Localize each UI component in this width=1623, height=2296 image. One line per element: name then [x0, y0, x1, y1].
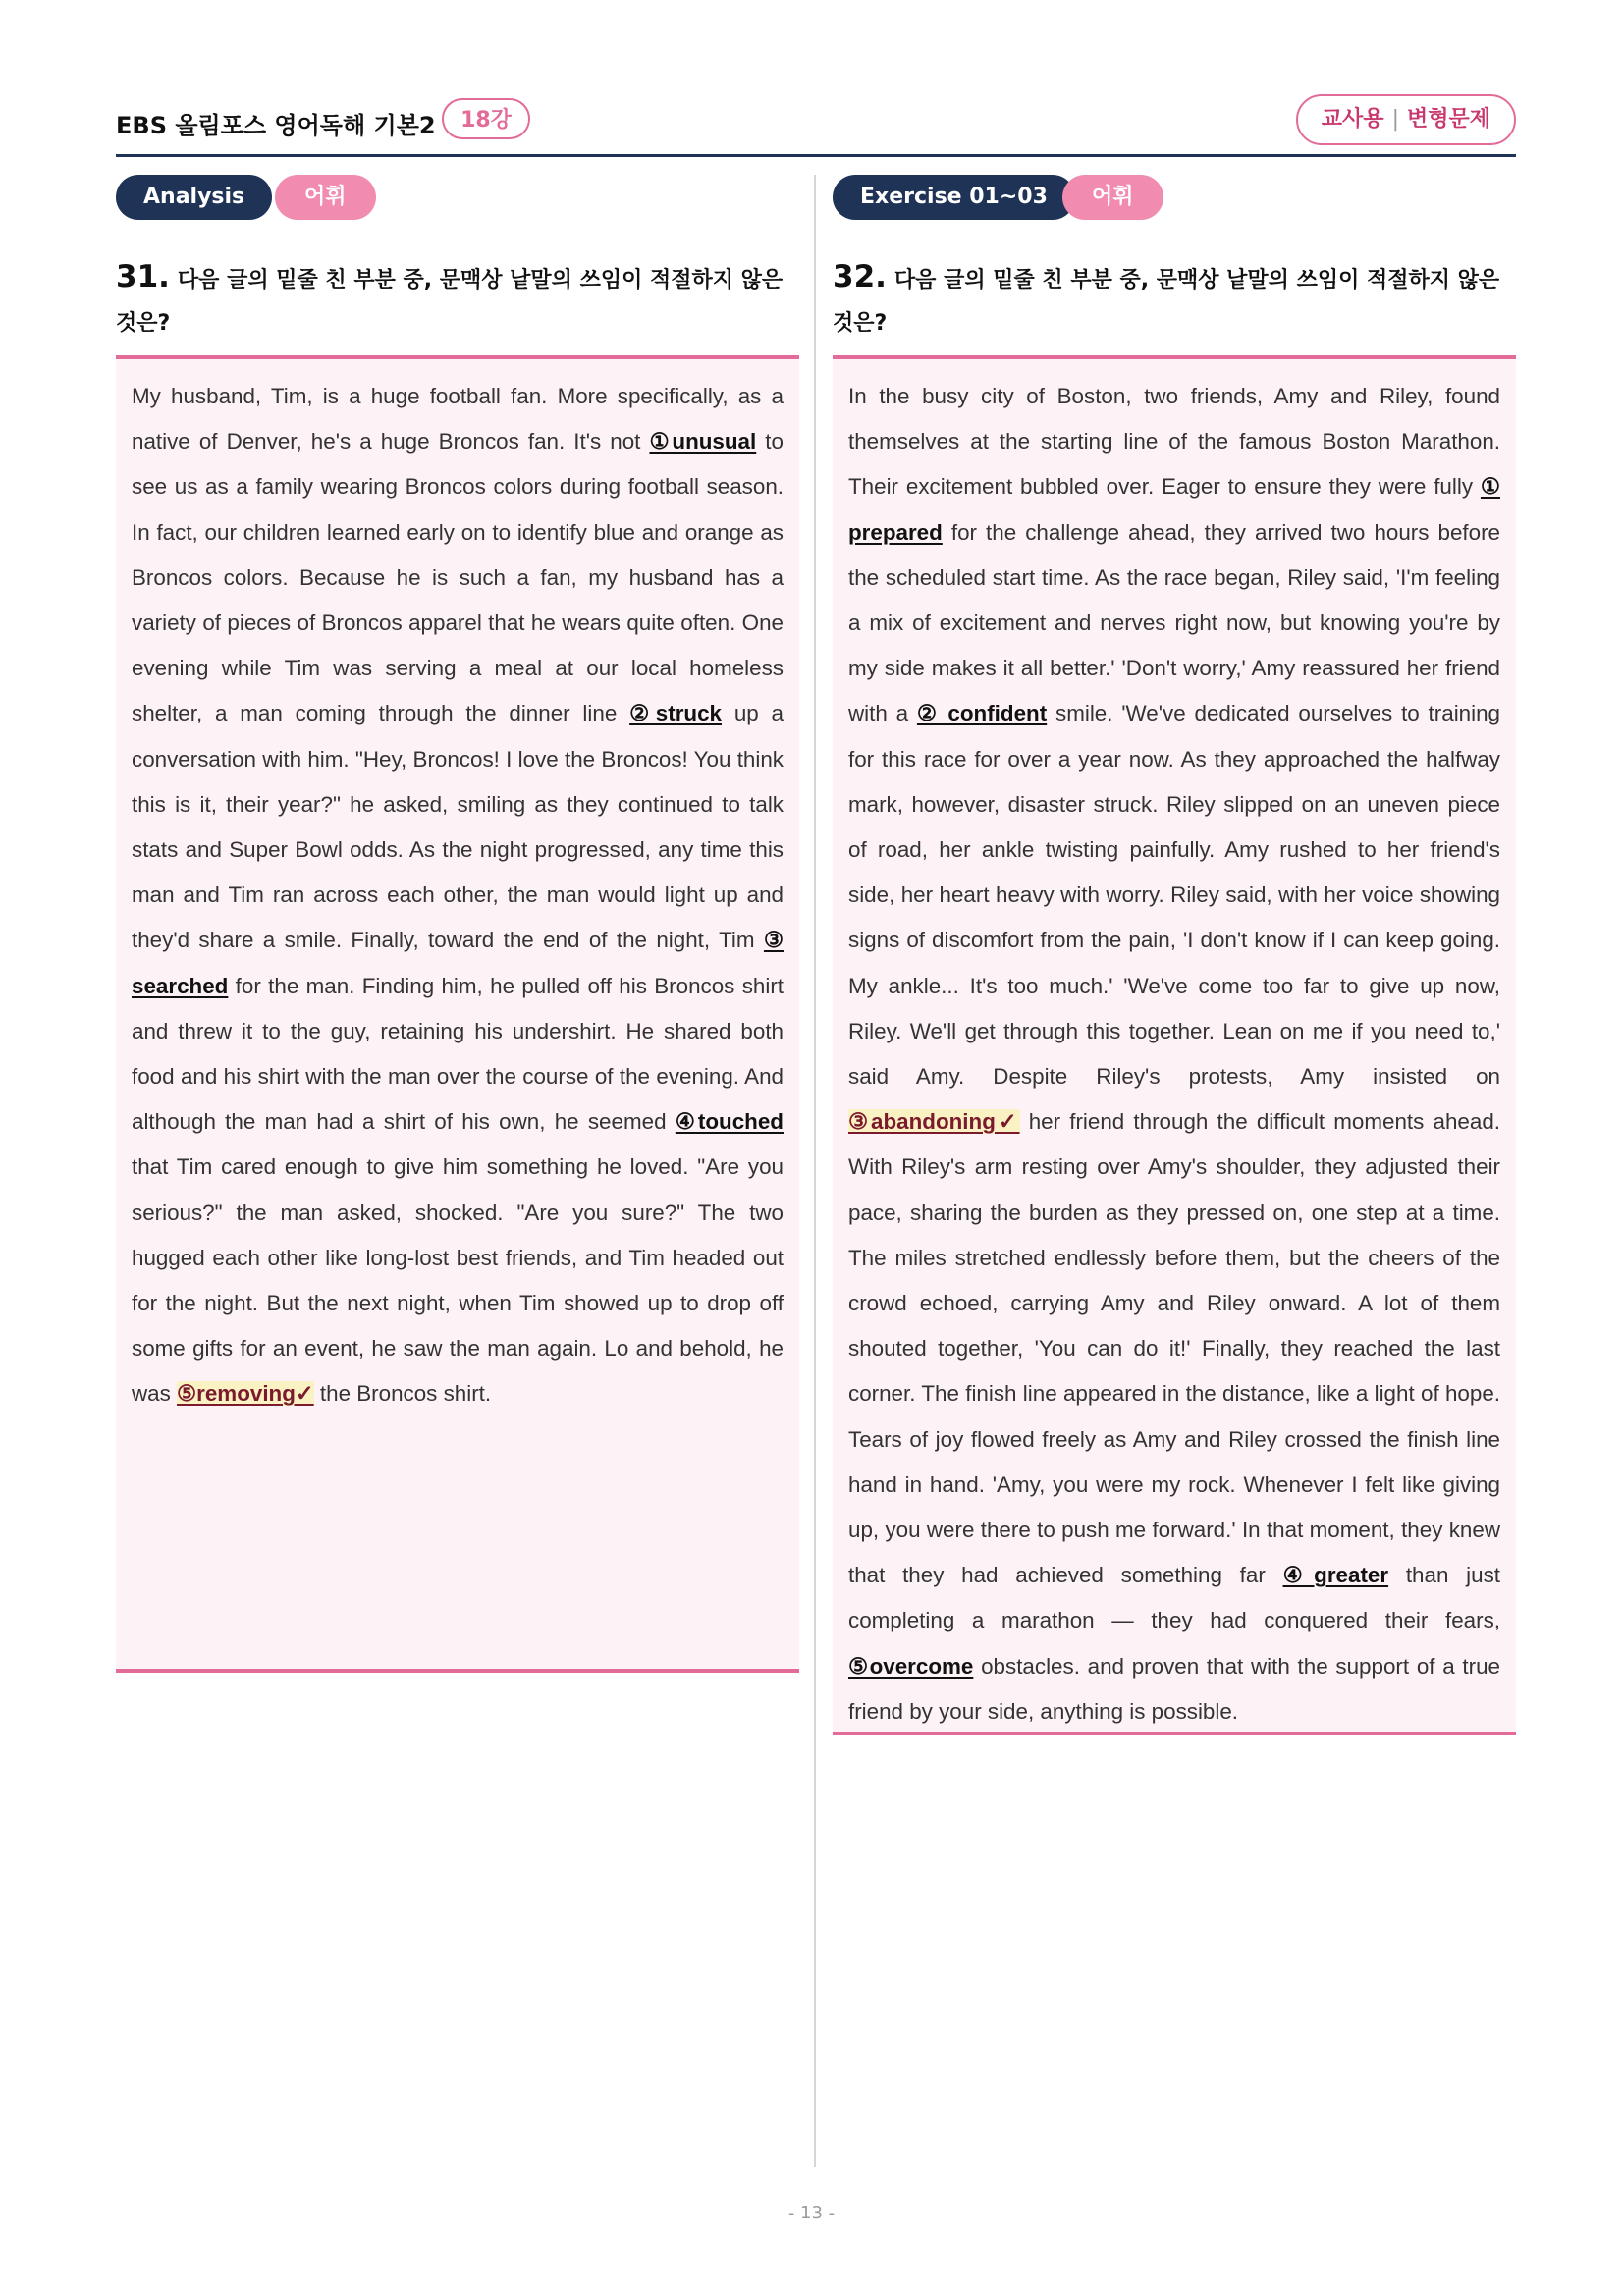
- user-type-label: 교사용: [1321, 107, 1384, 132]
- answer-choice: ⑤removing✓: [177, 1381, 314, 1407]
- question-number: 31.: [116, 259, 170, 294]
- category-pill-vocab: 어휘: [275, 175, 376, 220]
- passage-text: than just completing a marathon — they had conquered their fears,: [848, 1563, 1500, 1633]
- column-divider: [814, 175, 816, 2167]
- underlined-choice: ② confident: [916, 701, 1048, 726]
- passage-text: her friend through the difficult moments ahead. With Riley's arm resting over Amy's shoulder, they adjusted their pace, sharing the burden as they pressed on, one step at a time. The miles stretched endlessly before them, but the cheers of the crowd echoed, carrying Amy and Riley onward. A lot of them shouted together, 'You can do it!' Finally, they reached the last corner. The finish line appeared in the distance, like a light of hope. Tears of joy flowed freely as Amy and Riley crossed the finish line hand in hand. 'Amy, you were my rock. Whenever I felt like giving up, you were there to push me forward.' In that moment, they knew that they had achieved something far: [848, 1109, 1501, 1588]
- underlined-choice: ③ searched: [132, 928, 784, 998]
- doc-type-label: 변형문제: [1406, 107, 1490, 132]
- answer-choice: ③abandoning✓: [848, 1109, 1020, 1135]
- badge-separator: |: [1391, 107, 1399, 132]
- passage-text: obstacles. and proven that with the support of a true friend by your side, anything is possible.: [848, 1653, 1500, 1724]
- underlined-choice: ① prepared: [848, 474, 1500, 545]
- passage-text: the Broncos shirt.: [313, 1381, 492, 1407]
- underlined-choice: ①unusual: [649, 429, 757, 454]
- question-31: [116, 255, 799, 346]
- header-divider: [116, 154, 1516, 157]
- section-pill-exercise: Exercise 01~03: [833, 175, 1075, 220]
- book-title: EBS 올림포스 영어독해 기본2: [116, 112, 436, 139]
- passage-text: for the challenge ahead, they arrived two hours before the scheduled start time. As the race began, Riley said, 'I'm feeling a mix of excitement and nerves right now, but knowing you're by my side makes it all better.' 'Don't worry,' Amy reassured her friend with a: [848, 519, 1500, 726]
- passage-text: for the man. Finding him, he pulled off his Broncos shirt and threw it to the guy, retaining his undershirt. He shared both food and his shirt with the man over the course of the evening. And although the man had a shirt of his own, he seemed: [132, 973, 784, 1135]
- question-32: [833, 255, 1516, 346]
- passage-31: [116, 359, 799, 1673]
- passage-text: In the busy city of Boston, two friends, Amy and Riley, found themselves at the starting line of the famous Boston Marathon. Their excitement bubbled over. Eager to ensure they were fully: [848, 384, 1500, 500]
- underlined-choice: ②struck: [629, 701, 722, 726]
- passage-text: to see us as a family wearing Broncos colors during football season. In fact, our children learned early on to identify blue and orange as Broncos colors. Because he is such a fan, my husband has a variety of pieces of Broncos apparel that he wears quite often. One evening while Tim was serving a meal at our local homeless shelter, a man coming through the dinner line: [132, 429, 784, 726]
- category-pill-vocab: 어휘: [1062, 175, 1163, 220]
- underlined-choice: ⑤overcome: [848, 1653, 974, 1679]
- question-text: 다음 글의 밑줄 친 부분 중, 문맥상 낱말의 쓰임이 적절하지 않은 것은?: [116, 268, 784, 336]
- underlined-choice: ④touched: [675, 1109, 784, 1135]
- passage-text: My husband, Tim, is a huge football fan. More specifically, as a native of Denver, he's a huge Broncos fan. It's not: [132, 384, 784, 454]
- question-number: 32.: [833, 259, 887, 294]
- page-header: [116, 98, 1516, 155]
- page-number: - 13 -: [787, 2203, 836, 2223]
- passage-text: up a conversation with him. "Hey, Broncos! I love the Broncos! You think this is it, their year?" he asked, smiling as they continued to talk stats and Super Bowl odds. As the night progressed, any time this man and Tim ran across each other, the man would light up and they'd share a smile. Finally, toward the end of the night, Tim: [132, 701, 784, 953]
- question-text: 다음 글의 밑줄 친 부분 중, 문맥상 낱말의 쓰임이 적절하지 않은 것은?: [833, 268, 1500, 336]
- passage-32: [833, 359, 1516, 1735]
- underlined-choice: ④greater: [1282, 1563, 1389, 1588]
- passage-text: that Tim cared enough to give him something he loved. "Are you serious?" the man asked, shocked. "Are you sure?" The two hugged each other like long-lost best friends, and Tim headed out for the night. But the next night, when Tim showed up to drop off some gifts for an event, he saw the man again. Lo and behold, he was: [132, 1154, 784, 1407]
- section-pill-analysis: Analysis: [116, 175, 272, 220]
- passage-text: smile. 'We've dedicated ourselves to training for this race for over a year now. As they approached the halfway mark, however, disaster struck. Riley slipped on an uneven piece of road, her ankle twisting painfully. Amy rushed to her friend's side, her heart heavy with worry. Riley said, with her voice showing signs of discomfort from the pain, 'I don't know if I can keep going. My ankle... It's too much.' 'We've come too far to give up now, Riley. We'll get through this together. Lean on me if you need to,' said Amy. Despite Riley's protests, Amy insisted on: [848, 701, 1500, 1090]
- edition-badge: [1296, 94, 1516, 145]
- lesson-badge: 18강: [442, 98, 530, 139]
